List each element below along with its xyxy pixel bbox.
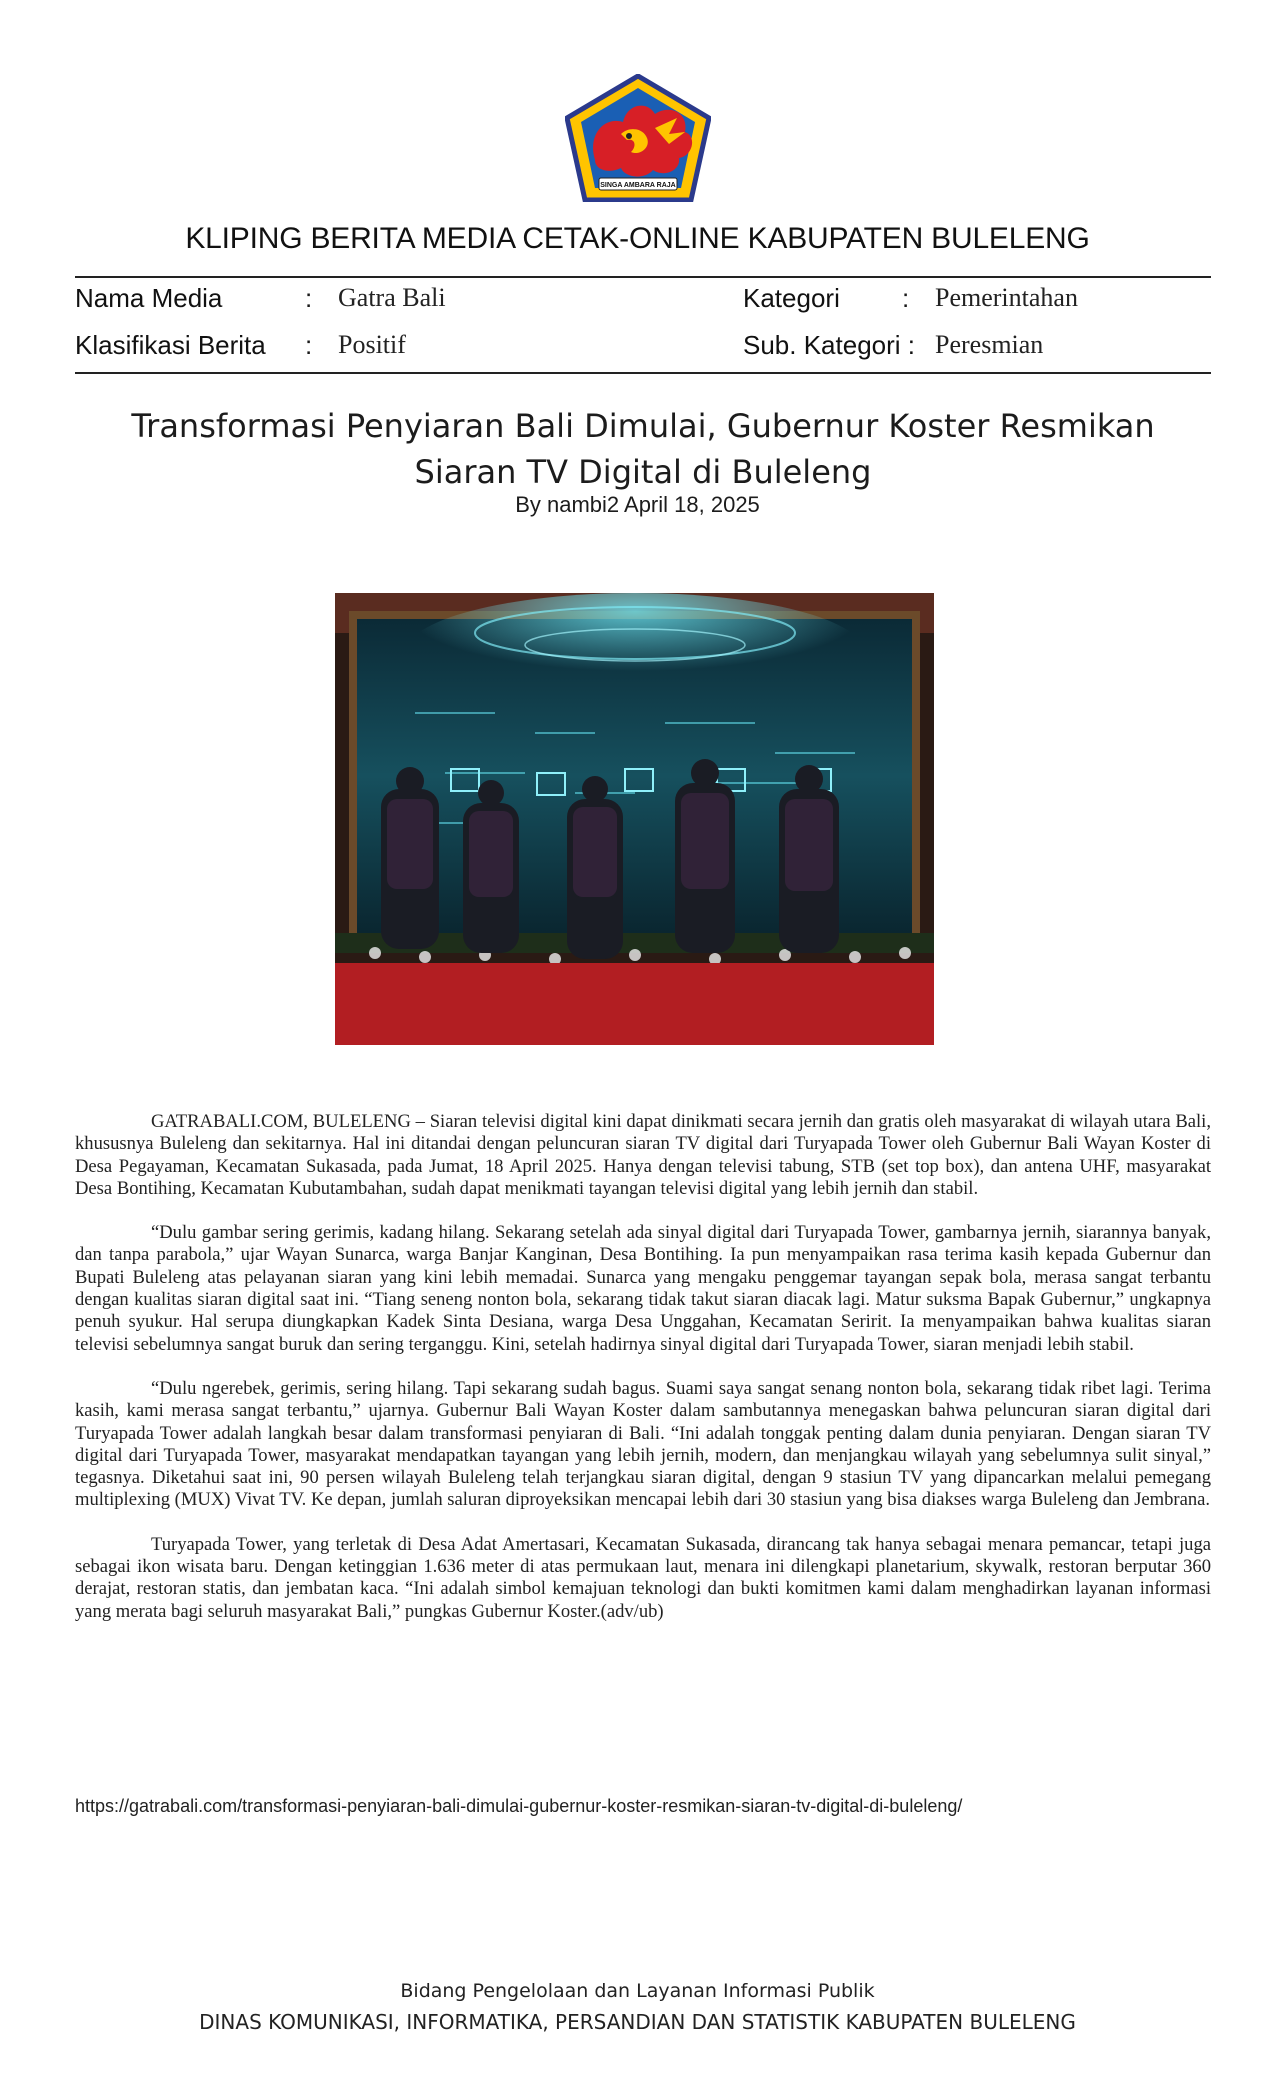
meta-row-klasifikasi <box>75 330 1211 370</box>
bottom-rule <box>75 372 1211 374</box>
top-rule <box>75 276 1211 278</box>
article-title-line1: Transformasi Penyiaran Bali Dimulai, Gubernur Koster Resmikan <box>131 407 1155 445</box>
kategori-colon: : <box>902 283 910 313</box>
article-title <box>75 403 1211 495</box>
article-paragraph-3: “Dulu ngerebek, gerimis, sering hilang. Tapi sekarang sudah bagus. Suami saya sangat senang nonton bola, sekarang tidak ribet lagi. Terima kasih, kami merasa sangat terbantu,” ujarnya. Gubernur Bali Wayan Koster dalam sambutannya menegaskan bahwa peluncuran siaran digital dari Turyapada Tower adalah langkah besar dalam transformasi penyiaran di Bali. “Ini adalah tonggak penting dalam dunia penyiaran. Dengan siaran TV digital dari Turyapada Tower, masyarakat mendapatkan tayangan yang lebih jernih, modern, dan menjangkau wilayah yang sebelumnya sulit sinyal,” tegasnya. Diketahui saat ini, 90 persen wilayah Buleleng telah terjangkau siaran digital, dengan 9 stasiun TV yang dipancarkan melalui pemegang multiplexing (MUX) Vivat TV. Ke depan, jumlah saluran diproyeksikan mencapai lebih dari 30 stasiun yang bisa diakses warga Buleleng dan Jembrana. <box>75 1377 1211 1511</box>
sub-kategori-value: Peresmian <box>935 330 1044 359</box>
kategori-label: Kategori <box>743 283 840 313</box>
nama-media-value: Gatra Bali <box>338 283 446 312</box>
seal-icon <box>565 74 711 202</box>
nama-media-colon: : <box>305 283 313 313</box>
article-title-line2: Siaran TV Digital di Buleleng <box>414 453 872 491</box>
footer-line-1: Bidang Pengelolaan dan Layanan Informasi Publik <box>400 1980 875 2002</box>
article-paragraph-2: “Dulu gambar sering gerimis, kadang hilang. Sekarang setelah ada sinyal digital dari Turyapada Tower, gambarnya jernih, siarannya banyak, dan tanpa parabola,” ujar Wayan Sunarca, warga Banjar Kanginan, Desa Bontihing. Ia pun menyampaikan rasa terima kasih kepada Gubernur dan Bupati Buleleng atas pelayanan siaran yang kini lebih memadai. Sunarca yang mengaku penggemar tayangan sepak bola, merasa sangat terbantu dengan kualitas siaran digital saat ini. “Tiang seneng nonton bola, sekarang tidak takut siaran diacak lagi. Matur suksma Bapak Gubernur,” ungkapnya penuh syukur. Hal serupa diungkapkan Kadek Sinta Desiana, warga Desa Unggahan, Kecamatan Seririt. Ia menyampaikan bahwa kualitas siaran televisi sebelumnya sangat buruk dan sering terganggu. Kini, setelah hadirnya sinyal digital dari Turyapada Tower, siaran menjadi lebih stabil. <box>75 1222 1211 1355</box>
kliping-title: KLIPING BERITA MEDIA CETAK-ONLINE KABUPATEN BULELENG <box>185 222 1090 255</box>
sub-kategori-label: Sub. Kategori : <box>743 330 915 360</box>
article-byline: By nambi2 April 18, 2025 <box>515 492 760 517</box>
seal-motto: SINGA AMBARA RAJA <box>600 182 676 189</box>
footer-line-2: DINAS KOMUNIKASI, INFORMATIKA, PERSANDIAN DAN STATISTIK KABUPATEN BULELENG <box>199 2010 1076 2034</box>
article-body <box>75 1111 1211 1645</box>
meta-row-media <box>75 283 1211 323</box>
article-paragraph-1: GATRABALI.COM, BULELENG – Siaran televisi digital kini dapat dinikmati secara jernih dan gratis oleh masyarakat di wilayah utara Bali, khususnya Buleleng dan sekitarnya. Hal ini ditandai dengan peluncuran siaran TV digital dari Turyapada Tower oleh Gubernur Bali Wayan Koster di Desa Pegayaman, Kecamatan Sukasada, pada Jumat, 18 April 2025. Hanya dengan televisi tabung, STB (set top box), dan antena UHF, masyarakat Desa Bontihing, Kecamatan Kubutambahan, sudah dapat menikmati tayangan televisi digital yang lebih jernih dan stabil. <box>75 1111 1211 1199</box>
source-url: https://gatrabali.com/transformasi-penyiaran-bali-dimulai-gubernur-koster-resmikan-siaran-tv-digital-di-buleleng/ <box>75 1796 963 1816</box>
launch-ceremony-photo <box>335 593 934 1045</box>
klasifikasi-value: Positif <box>338 330 406 359</box>
article-paragraph-4: Turyapada Tower, yang terletak di Desa Adat Amertasari, Kecamatan Sukasada, dirancang tak hanya sebagai menara pemancar, tetapi juga sebagai ikon wisata baru. Dengan ketinggian 1.636 meter di atas permukaan laut, menara ini dilengkapi planetarium, skywalk, restoran berputar 360 derajat, restoran statis, dan jembatan kaca. “Ini adalah simbol kemajuan teknologi dan bukti komitmen kami dalam menghadirkan layanan informasi yang merata bagi seluruh masyarakat Bali,” pungkas Gubernur Koster.(adv/ub) <box>75 1533 1211 1622</box>
klasifikasi-label: Klasifikasi Berita <box>75 330 266 360</box>
kategori-value: Pemerintahan <box>935 283 1078 312</box>
nama-media-label: Nama Media <box>75 283 223 313</box>
klasifikasi-colon: : <box>305 330 313 360</box>
